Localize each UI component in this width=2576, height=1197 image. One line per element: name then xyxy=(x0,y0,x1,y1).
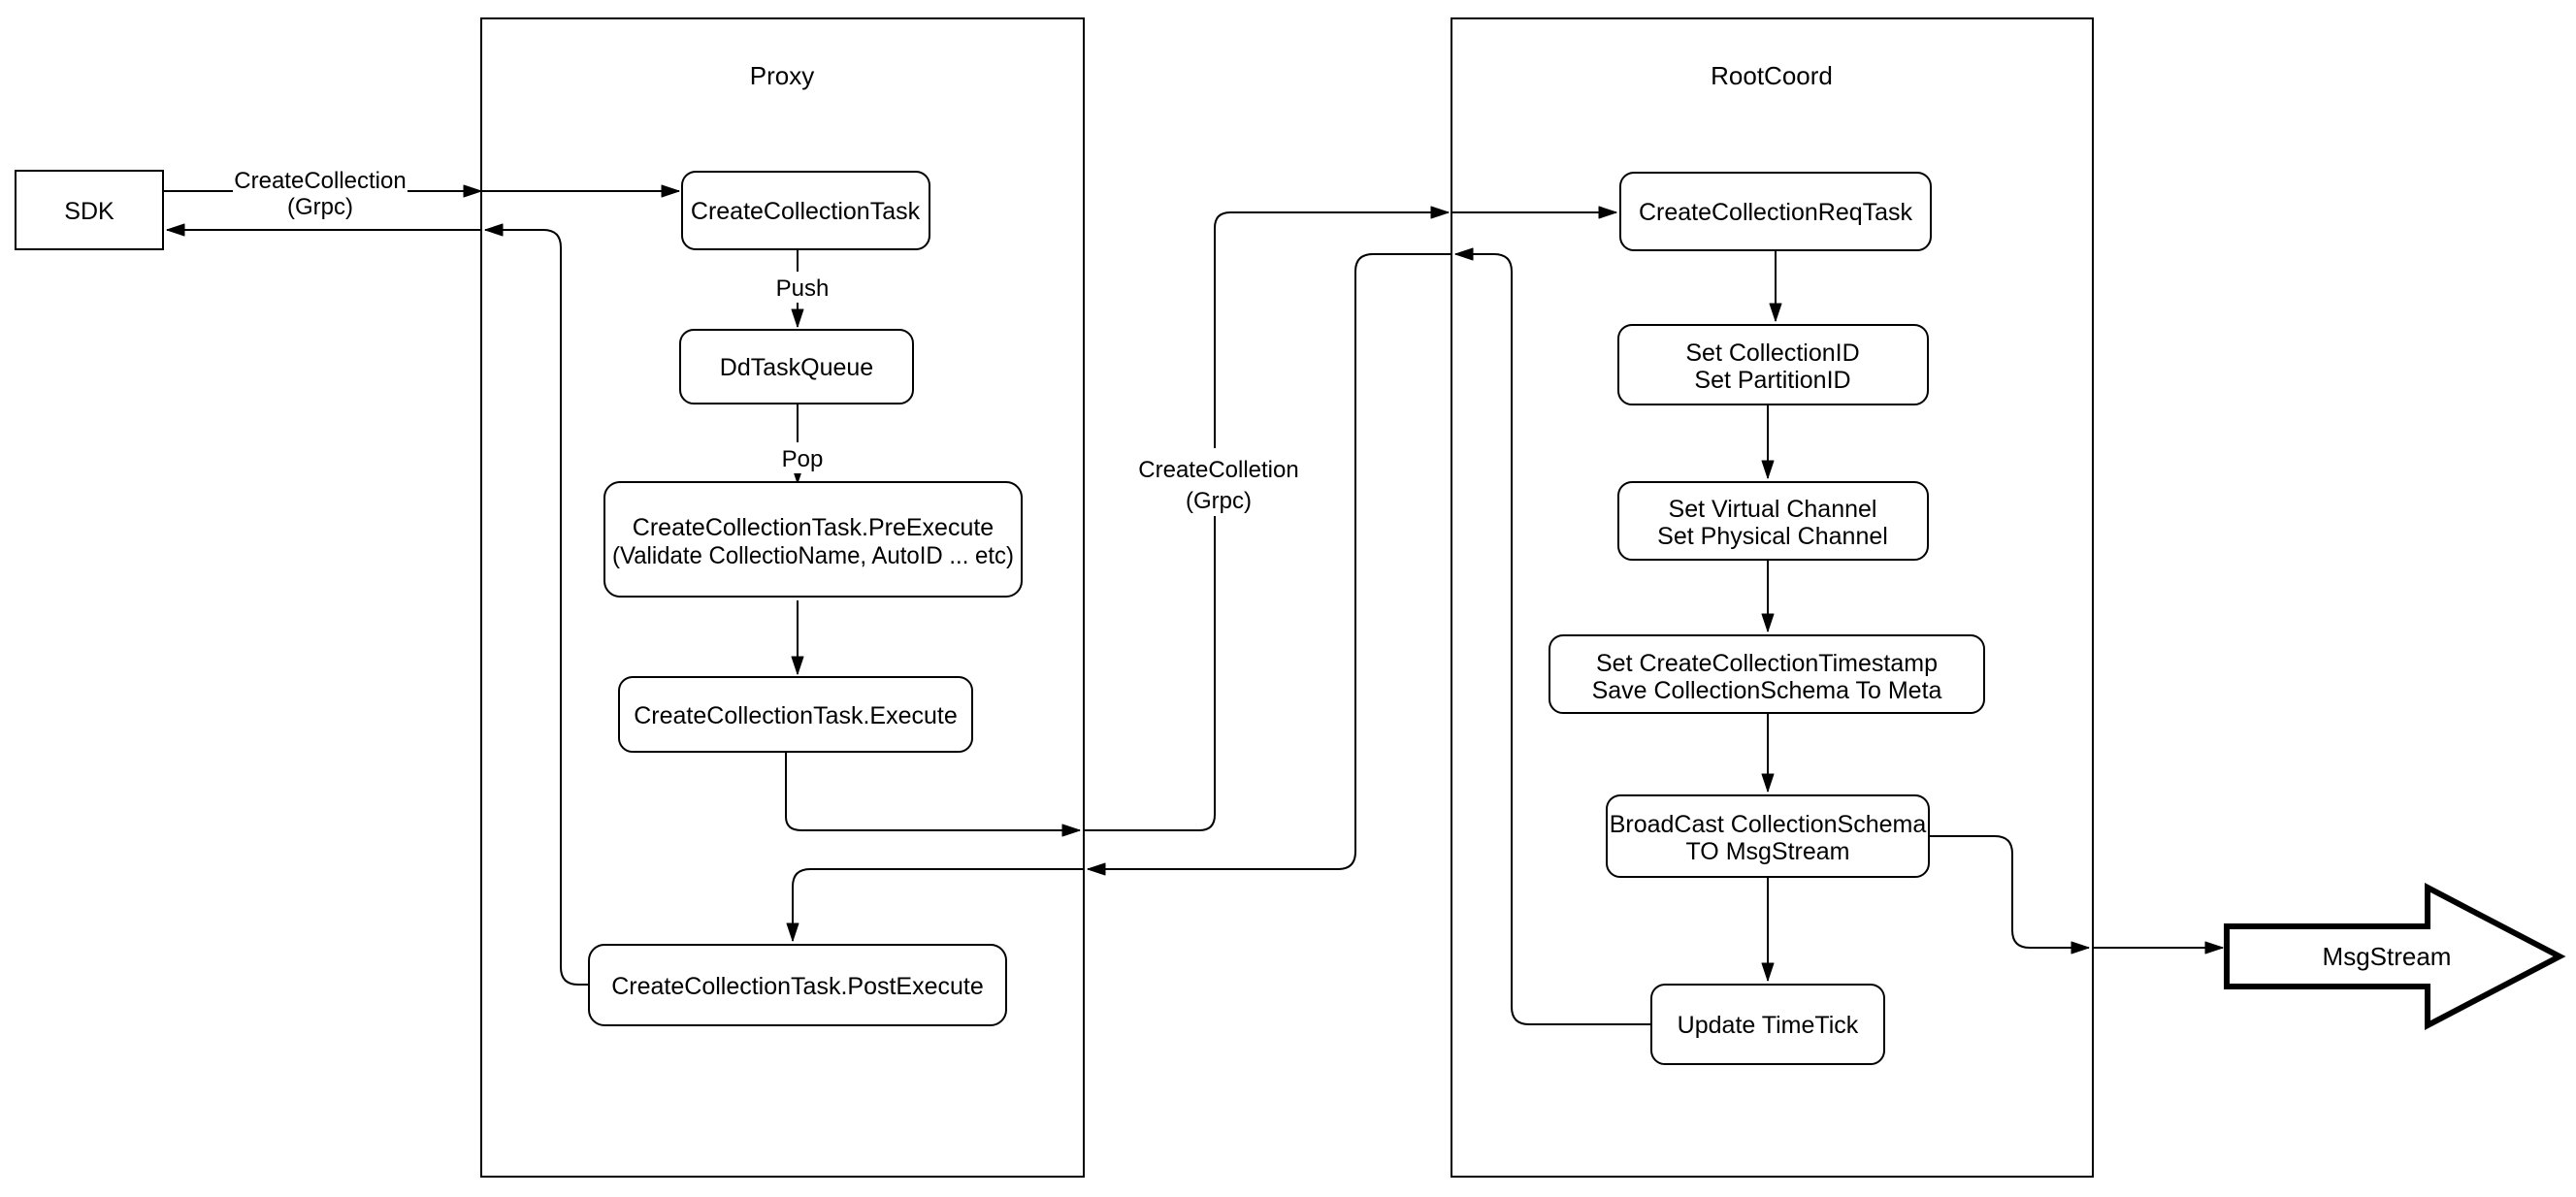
pop-label: Pop xyxy=(781,446,824,472)
edge-grpc-to-rootcoord xyxy=(1084,212,1449,830)
edge-postexecute-out-of-proxy xyxy=(485,230,589,985)
set-timestamp-label-line2: Save CollectionSchema To Meta xyxy=(1591,677,1942,704)
sdk-label: SDK xyxy=(64,198,114,225)
proxy-title: Proxy xyxy=(749,61,815,90)
mid-grpc-label-line2: (Grpc) xyxy=(1186,488,1252,514)
dd-task-queue-label: DdTaskQueue xyxy=(719,354,874,381)
set-timestamp-label-line1: Set CreateCollectionTimestamp xyxy=(1596,650,1938,677)
edge-return-to-proxy xyxy=(1088,254,1451,869)
broadcast-label-line1: BroadCast CollectionSchema xyxy=(1609,811,1927,838)
set-channels-label-line2: Set Physical Channel xyxy=(1657,523,1888,550)
rootcoord-title: RootCoord xyxy=(1711,61,1833,90)
set-channels-label-line1: Set Virtual Channel xyxy=(1668,496,1877,523)
pre-execute-label-line1: CreateCollectionTask.PreExecute xyxy=(632,514,995,541)
sdk-grpc-label-line2: (Grpc) xyxy=(287,194,353,220)
edge-to-postexecute xyxy=(793,869,1084,941)
execute-label: CreateCollectionTask.Execute xyxy=(634,702,958,729)
edge-execute-out-of-proxy xyxy=(786,752,1080,830)
broadcast-label-line2: TO MsgStream xyxy=(1685,838,1850,865)
pre-execute-label-line2: (Validate CollectioName, AutoID ... etc) xyxy=(612,542,1014,569)
set-ids-label-line1: Set CollectionID xyxy=(1685,340,1860,367)
msgstream-label: MsgStream xyxy=(2322,942,2452,971)
mid-grpc-label-line1: CreateColletion xyxy=(1138,457,1299,483)
update-timetick-label: Update TimeTick xyxy=(1677,1012,1859,1039)
edge-broadcast-out-of-rootcoord xyxy=(1929,836,2089,948)
set-ids-label-line2: Set PartitionID xyxy=(1694,367,1851,394)
post-execute-label: CreateCollectionTask.PostExecute xyxy=(611,973,984,1000)
create-collection-task-label: CreateCollectionTask xyxy=(690,198,921,225)
sdk-grpc-label-line1: CreateCollection xyxy=(234,168,407,194)
push-label: Push xyxy=(775,275,830,302)
req-task-label: CreateCollectionReqTask xyxy=(1638,199,1913,226)
